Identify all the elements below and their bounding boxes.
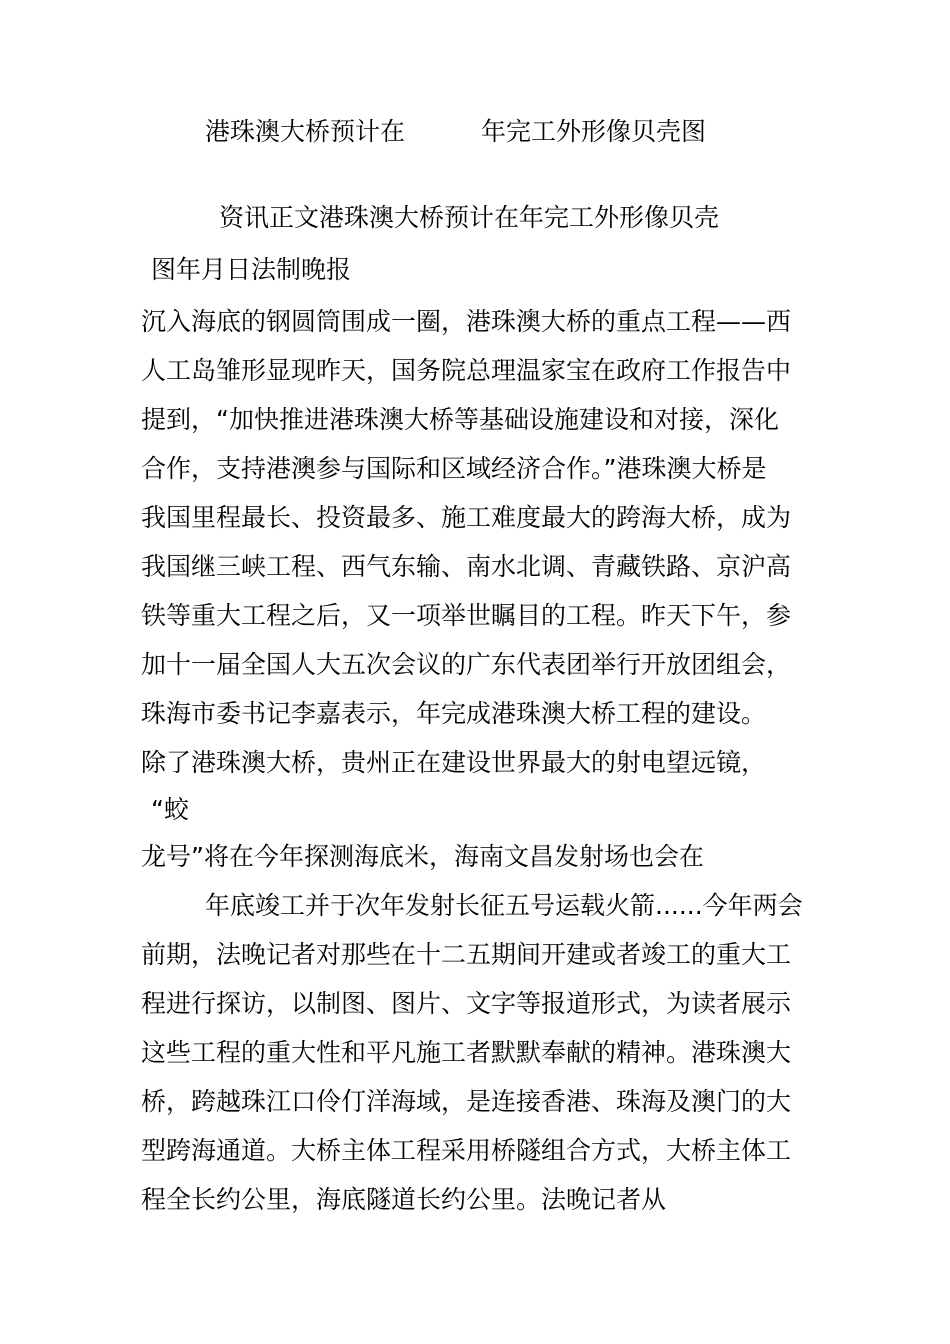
- body-line: 合作，支持港澳参与国际和区域经济合作。”港珠澳大桥是: [141, 454, 767, 483]
- body-line: 型跨海通道。大桥主体工程采用桥隧组合方式，大桥主体工: [141, 1136, 792, 1165]
- body-line: 程进行探访，以制图、图片、文字等报道形式，为读者展示: [141, 989, 792, 1018]
- body-line: 程全长约公里，海底隧道长约公里。法晚记者从: [141, 1185, 667, 1214]
- body-line: “蛟: [151, 795, 189, 824]
- body-line: 提到，“加快推进港珠澳大桥等基础设施建设和对接，深化: [141, 405, 779, 434]
- body-line: 这些工程的重大性和平凡施工者默默奉献的精神。港珠澳大: [141, 1038, 792, 1067]
- article-byline: 图年月日法制晚报: [151, 255, 352, 284]
- body-line: 珠海市委书记李嘉表示，年完成港珠澳大桥工程的建设。: [141, 699, 767, 728]
- body-line: 我国里程最长、投资最多、施工难度最大的跨海大桥，成为: [141, 503, 792, 532]
- body-line: 加十一届全国人大五次会议的广东代表团举行开放团组会，: [141, 650, 792, 679]
- body-line: 龙号”将在今年探测海底米，海南文昌发射场也会在: [141, 842, 704, 871]
- body-line: 铁等重大工程之后，又一项举世瞩目的工程。昨天下午，参: [141, 601, 792, 630]
- title-part-2: 年完工外形像贝壳图: [481, 117, 707, 146]
- body-line: 年底竣工并于次年发射长征五号运载火箭......今年两会: [205, 891, 803, 920]
- article-subtitle: 资讯正文港珠澳大桥预计在年完工外形像贝壳: [219, 203, 720, 232]
- body-line: 人工岛雏形显现昨天，国务院总理温家宝在政府工作报告中: [141, 356, 792, 385]
- body-line: 沉入海底的钢圆筒围成一圈，港珠澳大桥的重点工程——西: [141, 307, 792, 336]
- body-line: 除了港珠澳大桥，贵州正在建设世界最大的射电望远镜，: [141, 748, 767, 777]
- body-line: 我国继三峡工程、西气东输、南水北调、青藏铁路、京沪高: [141, 552, 792, 581]
- body-line: 前期，法晚记者对那些在十二五期间开建或者竣工的重大工: [141, 940, 792, 969]
- title-part-1: 港珠澳大桥预计在: [205, 117, 406, 146]
- body-line: 桥，跨越珠江口伶仃洋海域，是连接香港、珠海及澳门的大: [141, 1087, 792, 1116]
